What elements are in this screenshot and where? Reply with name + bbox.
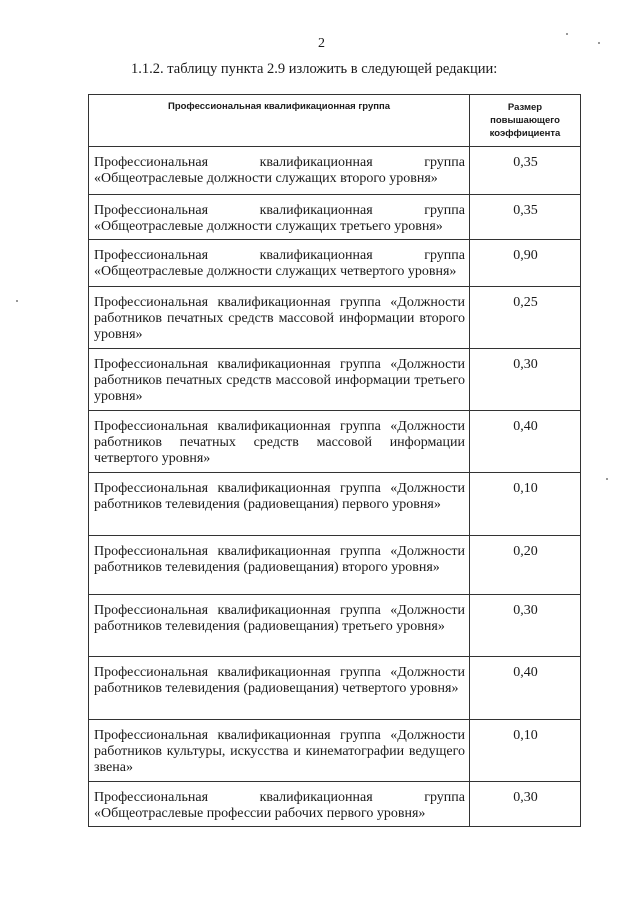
scan-speck — [16, 300, 18, 302]
page-number: 2 — [318, 36, 325, 51]
group-name-cell: Профессиональная квалификационная группа «Должности работников печатных средств массовой информации четвертого уровня» — [89, 411, 470, 473]
group-name-cell: Профессиональная квалификационная группа «Должности работников телевидения (радиовещания) первого уровня» — [89, 473, 470, 536]
coefficient-cell: 0,10 — [470, 720, 581, 782]
header-coefficient: Размер повышающего коэффициента — [470, 95, 581, 147]
table-header-row — [89, 95, 581, 147]
group-name-cell: Профессиональная квалификационная группа «Должности работников печатных средств массовой информации второго уровня» — [89, 287, 470, 349]
table-row — [89, 287, 581, 349]
table-row — [89, 720, 581, 782]
coefficient-cell: 0,30 — [470, 782, 581, 827]
table-row — [89, 411, 581, 473]
intro-paragraph: 1.1.2. таблицу пункта 2.9 изложить в следующей редакции: — [131, 61, 498, 77]
scan-speck — [598, 42, 600, 44]
coefficient-cell: 0,30 — [470, 349, 581, 411]
group-name-cell: Профессиональная квалификационная группа «Должности работников телевидения (радиовещания) четвертого уровня» — [89, 657, 470, 720]
coefficient-table — [88, 94, 581, 827]
header-group: Профессиональная квалификационная группа — [89, 95, 470, 147]
table-row — [89, 595, 581, 657]
scan-speck — [606, 478, 608, 480]
coefficient-cell: 0,20 — [470, 536, 581, 595]
group-name-cell: Профессиональная квалификационная группа «Должности работников печатных средств массовой информации третьего уровня» — [89, 349, 470, 411]
coefficient-cell: 0,90 — [470, 240, 581, 287]
group-name-cell: Профессиональная квалификационная группа «Общеотраслевые профессии рабочих первого уровня» — [89, 782, 470, 827]
group-name-cell: Профессиональная квалификационная группа «Общеотраслевые должности служащих третьего уровня» — [89, 195, 470, 240]
table-row — [89, 657, 581, 720]
table-row — [89, 195, 581, 240]
coefficient-cell: 0,35 — [470, 195, 581, 240]
coefficient-cell: 0,40 — [470, 657, 581, 720]
group-name-cell: Профессиональная квалификационная группа «Должности работников культуры, искусства и кинематографии ведущего звена» — [89, 720, 470, 782]
coefficient-cell: 0,30 — [470, 595, 581, 657]
scan-speck — [566, 33, 568, 35]
group-name-cell: Профессиональная квалификационная группа «Общеотраслевые должности служащих четвертого уровня» — [89, 240, 470, 287]
table-row — [89, 147, 581, 195]
table-row — [89, 240, 581, 287]
table-row — [89, 349, 581, 411]
table-row — [89, 473, 581, 536]
coefficient-cell: 0,35 — [470, 147, 581, 195]
table-row — [89, 782, 581, 827]
coefficient-cell: 0,25 — [470, 287, 581, 349]
group-name-cell: Профессиональная квалификационная группа «Должности работников телевидения (радиовещания) второго уровня» — [89, 536, 470, 595]
group-name-cell: Профессиональная квалификационная группа «Общеотраслевые должности служащих второго уровня» — [89, 147, 470, 195]
coefficient-cell: 0,40 — [470, 411, 581, 473]
group-name-cell: Профессиональная квалификационная группа «Должности работников телевидения (радиовещания) третьего уровня» — [89, 595, 470, 657]
table-row — [89, 536, 581, 595]
coefficient-cell: 0,10 — [470, 473, 581, 536]
